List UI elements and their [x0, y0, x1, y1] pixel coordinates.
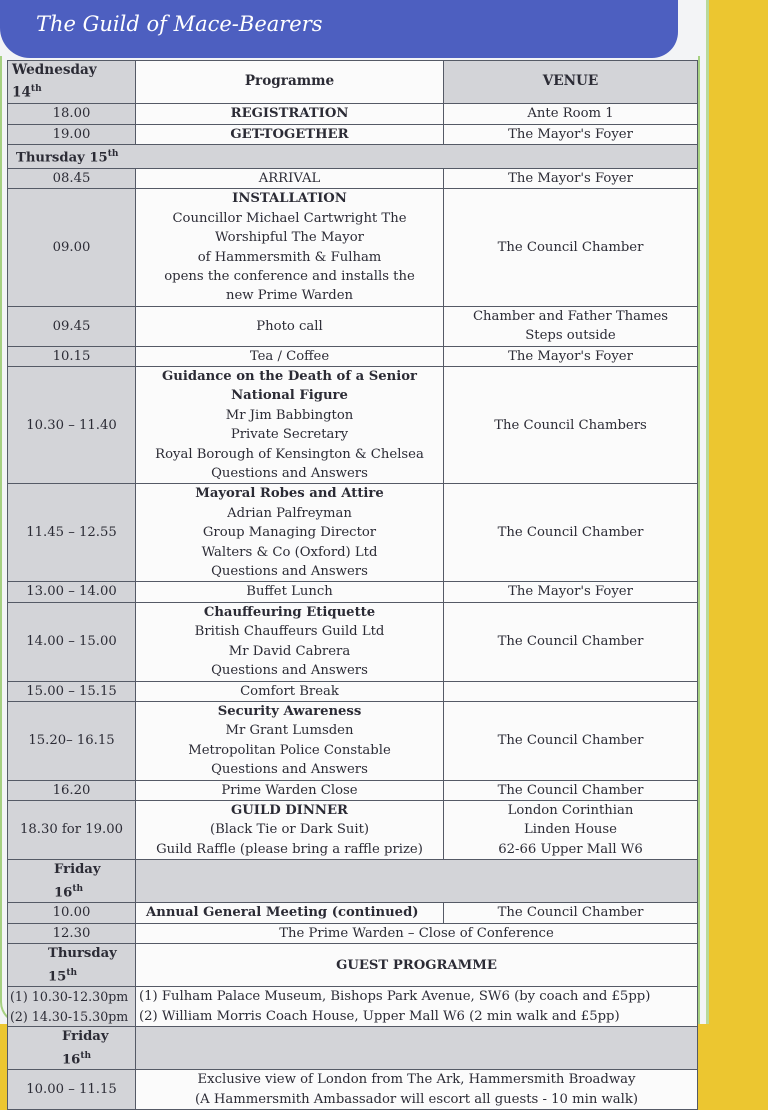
venue-cell: The Council Chamber	[444, 189, 698, 306]
time-cell	[8, 987, 136, 1027]
table-row	[8, 780, 698, 800]
programme-cell	[136, 800, 444, 859]
session-title: Guidance on the Death of a Senior	[162, 369, 417, 385]
venue-cell: The Mayor's Foyer	[444, 582, 698, 602]
time-cell: 16.20	[8, 780, 136, 800]
day-filler	[136, 860, 698, 903]
programme-cell	[136, 701, 444, 780]
time-cell: 18.00	[8, 104, 136, 124]
time-cell: 08.45	[8, 168, 136, 188]
table-row	[8, 1070, 698, 1110]
session-line: Royal Borough of Kensington & Chelsea	[155, 446, 424, 462]
guest-programme-cell	[136, 987, 698, 1027]
banner-title: The Guild of Mace-Bearers	[36, 12, 323, 36]
venue-cell: Ante Room 1	[444, 104, 698, 124]
programme-cell: The Prime Warden – Close of Conference	[136, 923, 698, 943]
session-line: Questions and Answers	[211, 564, 368, 580]
session-line: Walters & Co (Oxford) Ltd	[201, 544, 378, 560]
session-line: Questions and Answers	[211, 762, 368, 778]
table-row	[8, 903, 698, 923]
table-row	[8, 367, 698, 484]
programme-cell	[136, 602, 444, 681]
table-row	[8, 800, 698, 859]
programme-cell: Annual General Meeting (continued)	[136, 903, 444, 923]
guest-slot-text: (1) Fulham Palace Museum, Bishops Park Avenue, SW6 (by coach and £5pp)	[139, 989, 651, 1005]
session-line: Questions and Answers	[211, 466, 368, 482]
day-label: Thursday 15th	[8, 944, 136, 987]
time-cell: 15.00 – 15.15	[8, 681, 136, 701]
session-line: Adrian Palfreyman	[227, 505, 352, 521]
time-cell: 18.30 for 19.00	[8, 800, 136, 859]
venue-cell	[444, 681, 698, 701]
table-row	[8, 346, 698, 366]
venue-cell: The Council Chamber	[444, 602, 698, 681]
session-line: opens the conference and installs the	[164, 268, 415, 284]
time-cell: 10.15	[8, 346, 136, 366]
time-cell: 11.45 – 12.55	[8, 484, 136, 582]
programme-cell: Prime Warden Close	[136, 780, 444, 800]
guest-slot-text: (A Hammersmith Ambassador will escort all guests - 10 min walk)	[194, 1091, 639, 1107]
time-cell: 15.20– 16.15	[8, 701, 136, 780]
session-line: (Black Tie or Dark Suit)	[209, 822, 370, 838]
session-line: Councillor Michael Cartwright The	[172, 210, 407, 226]
table-row	[8, 124, 698, 144]
header-venue: VENUE	[444, 61, 698, 104]
venue-cell: The Council Chamber	[444, 484, 698, 582]
time-cell: 10.00	[8, 903, 136, 923]
venue-cell: The Council Chambers	[444, 367, 698, 484]
venue-cell	[444, 306, 698, 346]
venue-cell: The Council Chamber	[444, 701, 698, 780]
venue-cell: The Council Chamber	[444, 780, 698, 800]
time-cell: 09.00	[8, 189, 136, 306]
venue-line: Chamber and Father Thames	[472, 308, 669, 324]
table-row	[8, 701, 698, 780]
venue-cell: The Council Chamber	[444, 903, 698, 923]
session-line: new Prime Warden	[226, 288, 353, 304]
programme-cell	[136, 189, 444, 306]
guest-programme-title: GUEST PROGRAMME	[136, 944, 698, 987]
session-title: Mayoral Robes and Attire	[195, 486, 384, 502]
session-title: National Figure	[231, 388, 348, 404]
session-title: INSTALLATION	[232, 191, 347, 207]
time-cell: 13.00 – 14.00	[8, 582, 136, 602]
session-title: Security Awareness	[217, 703, 362, 719]
day-row-friday	[8, 860, 698, 903]
table-row	[8, 306, 698, 346]
table-row	[8, 923, 698, 943]
session-line: Metropolitan Police Constable	[188, 742, 391, 758]
guest-slot-time: (1) 10.30-12.30pm	[10, 989, 129, 1005]
table-row	[8, 484, 698, 582]
day-label: Friday 16th	[8, 860, 136, 903]
session-line: Group Managing Director	[202, 525, 377, 541]
programme-cell: Photo call	[136, 306, 444, 346]
session-line: Worshipful The Mayor	[215, 230, 364, 246]
time-cell: 12.30	[8, 923, 136, 943]
venue-cell: The Mayor's Foyer	[444, 124, 698, 144]
table-row	[8, 104, 698, 124]
venue-line: Steps outside	[525, 328, 616, 344]
guest-header-row	[8, 944, 698, 987]
session-line: Mr David Cabrera	[228, 643, 351, 659]
table-row	[8, 168, 698, 188]
session-title: Chauffeuring Etiquette	[203, 604, 376, 620]
programme-cell: ARRIVAL	[136, 168, 444, 188]
header-day: Wednesday 14th	[8, 61, 136, 104]
programme-cell: Comfort Break	[136, 681, 444, 701]
table-row	[8, 681, 698, 701]
programme-table	[7, 60, 698, 1110]
table-row	[8, 602, 698, 681]
table-row	[8, 582, 698, 602]
venue-cell: The Mayor's Foyer	[444, 346, 698, 366]
header-row	[8, 61, 698, 104]
time-cell: 10.00 – 11.15	[8, 1070, 136, 1110]
programme-cell: Buffet Lunch	[136, 582, 444, 602]
guest-slot-time: (2) 14.30-15.30pm	[10, 1008, 129, 1024]
venue-line: London Corinthian	[507, 802, 634, 818]
venue-cell: The Mayor's Foyer	[444, 168, 698, 188]
guest-slot-text: Exclusive view of London from The Ark, Hammersmith Broadway	[197, 1072, 636, 1088]
time-cell: 14.00 – 15.00	[8, 602, 136, 681]
programme-cell: Tea / Coffee	[136, 346, 444, 366]
day-filler	[136, 1027, 698, 1070]
session-line: Questions and Answers	[211, 663, 368, 679]
header-programme: Programme	[136, 61, 444, 104]
table-row	[8, 987, 698, 1027]
day-label: Friday 16th	[8, 1027, 136, 1070]
day-row-thursday	[8, 145, 698, 169]
session-line: Guild Raffle (please bring a raffle prize)	[156, 841, 423, 857]
programme-cell: GET-TOGETHER	[136, 124, 444, 144]
day-label: Thursday 15th	[8, 145, 698, 169]
time-cell: 09.45	[8, 306, 136, 346]
time-cell: 10.30 – 11.40	[8, 367, 136, 484]
table-row	[8, 189, 698, 306]
programme-cell: REGISTRATION	[136, 104, 444, 124]
session-line: of Hammersmith & Fulham	[197, 249, 382, 265]
session-line: Private Secretary	[230, 427, 349, 443]
session-title: GUILD DINNER	[231, 802, 348, 818]
day-row-friday-guest	[8, 1027, 698, 1070]
title-banner	[0, 0, 678, 58]
time-cell: 19.00	[8, 124, 136, 144]
programme-cell	[136, 484, 444, 582]
guest-programme-cell	[136, 1070, 698, 1110]
session-line: Mr Jim Babbington	[225, 407, 354, 423]
venue-line: 62-66 Upper Mall W6	[498, 841, 643, 857]
programme-cell	[136, 367, 444, 484]
session-line: British Chauffeurs Guild Ltd	[194, 624, 385, 640]
venue-cell	[444, 800, 698, 859]
session-line: Mr Grant Lumsden	[225, 723, 354, 739]
guest-slot-text: (2) William Morris Coach House, Upper Mall W6 (2 min walk and £5pp)	[139, 1008, 620, 1024]
venue-line: Linden House	[524, 822, 617, 838]
